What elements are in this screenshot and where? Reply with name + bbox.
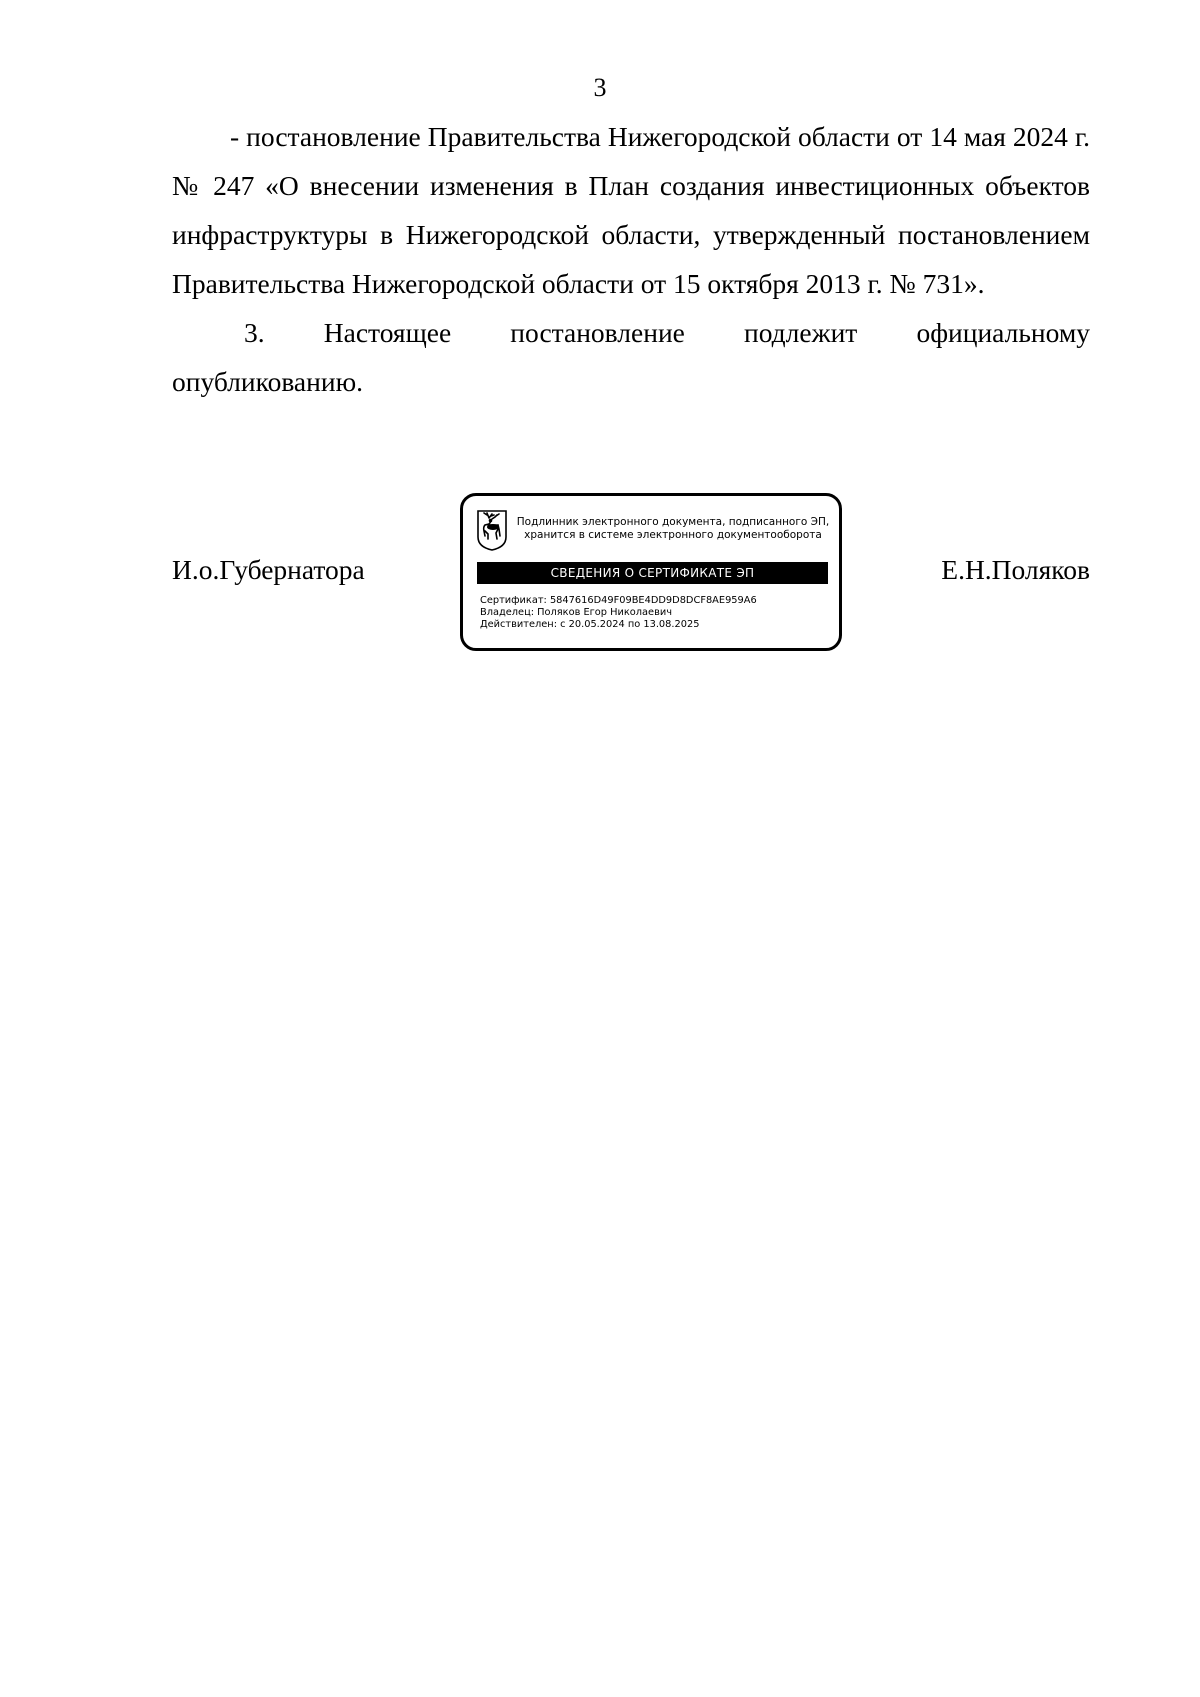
coat-of-arms-icon <box>476 509 508 551</box>
signatory-name: Е.Н.Поляков <box>941 554 1090 585</box>
stamp-validity: Действителен: с 20.05.2024 по 13.08.2025 <box>480 619 700 630</box>
stamp-details <box>480 595 757 631</box>
stamp-header <box>513 516 833 542</box>
document-body <box>172 112 1090 406</box>
stamp-header-line1: Подлинник электронного документа, подписанного ЭП, <box>516 516 830 528</box>
stamp-owner: Владелец: Поляков Егор Николаевич <box>480 607 673 618</box>
page-number: 3 <box>593 73 607 102</box>
stamp-header-line2: хранится в системе электронного документооборота <box>524 529 822 541</box>
stamp-certificate-number: Сертификат: 5847616D49F09BE4DD9D8DCF8AE959A6 <box>480 595 757 606</box>
electronic-signature-stamp <box>460 493 842 651</box>
paragraph-publication-line1: 3. Настоящее постановление подлежит официальному <box>244 317 1090 348</box>
paragraph-publication-line2: опубликованию. <box>172 366 363 397</box>
paragraph-amended-resolution: - постановление Правительства Нижегородской области от 14 мая 2024 г. № 247 «О внесении изменения в План создания инвестиционных объектов инфраструктуры в Нижегородской области, утвержденный постановлением Правительства Нижегородской области от 15 октября 2013 г. № 731». <box>172 121 1090 299</box>
stamp-certificate-title: СВЕДЕНИЯ О СЕРТИФИКАТЕ ЭП <box>477 562 828 584</box>
signatory-position: И.о.Губернатора <box>172 554 365 585</box>
